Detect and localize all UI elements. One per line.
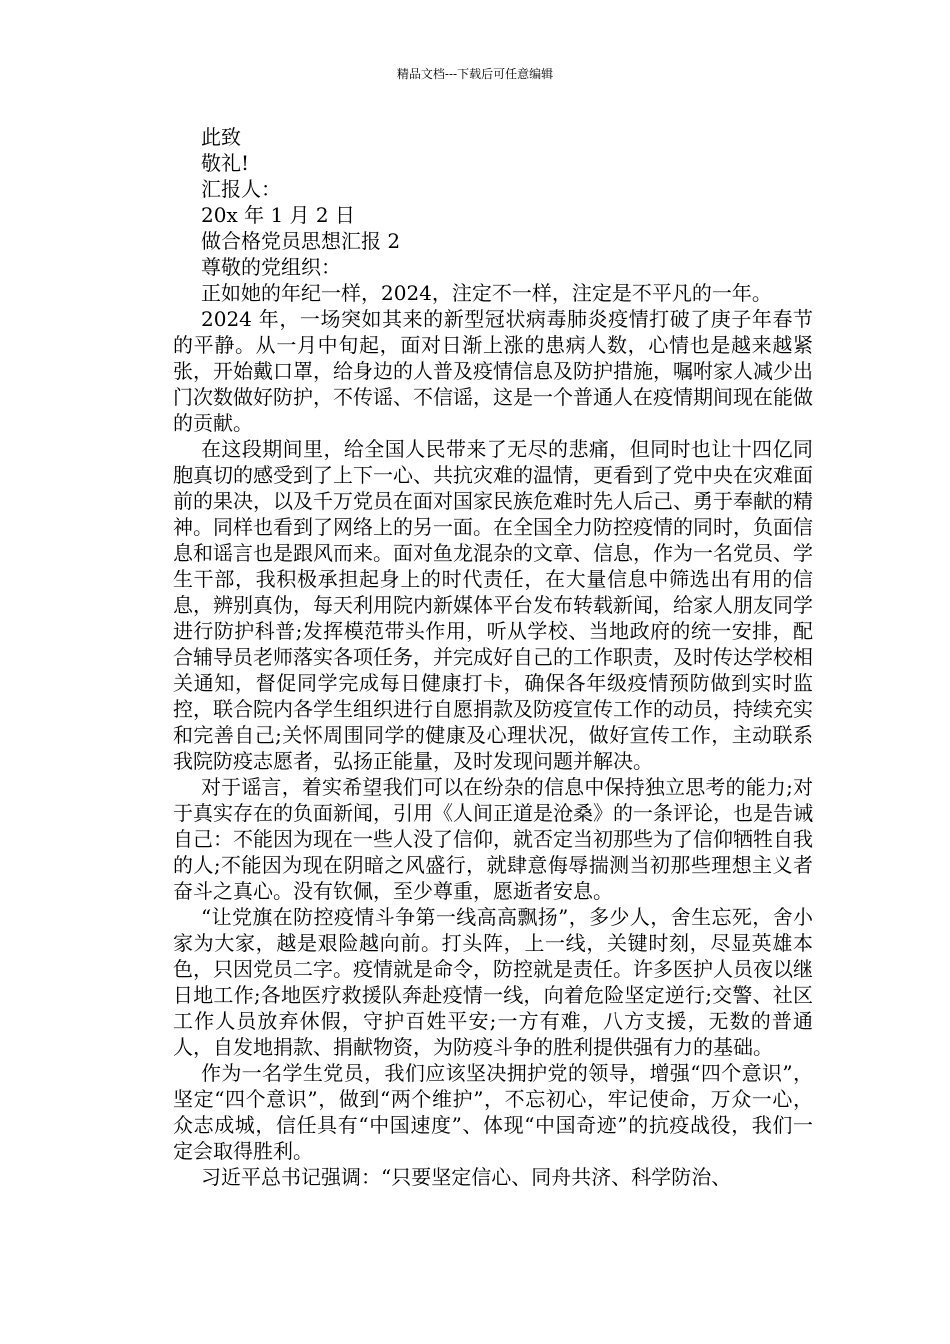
paragraph-5: “让党旗在防控疫情斗争第一线高高飘扬”，多少人，舍生忘死，舍小家为大家，越是艰险越向前。打头阵，上一线，关键时刻，尽显英雄本色，只因党员二字。疫情就是命令，防控就是责任。许多医护人员夜以继日地工作;各地医疗救援队奔赴疫情一线，向着危险坚定逆行;交警、社区工作人员放弃休假，守护百姓平安;一方有难，八方支援，无数的普通人，自发地捐款、捐献物资，为防疫斗争的胜利提供强有力的基础。 [173, 905, 813, 1059]
report-greeting: 尊敬的党组织： [201, 255, 341, 279]
paragraph-4: 对于谣言，着实希望我们可以在纷杂的信息中保持独立思考的能力;对于真实存在的负面新闻，引用《人间正道是沧桑》的一条评论，也是告诫自己：不能因为现在一些人没了信仰，就否定当初那些为了信仰牺牲自我的人;不能因为现在阴暗之风盛行，就肆意侮辱揣测当初那些理想主义者奋斗之真心。没有钦佩，至少尊重，愿逝者安息。 [173, 775, 813, 903]
report-date: 20x 年 1 月 2 日 [201, 203, 355, 227]
paragraph-6: 作为一名学生党员，我们应该坚决拥护党的领导，增强“四个意识”，坚定“四个意识”，做到“两个维护”，不忘初心，牢记使命，万众一心，众志成城，信任具有“中国速度”、体现“中国奇迹”的抗疫战役，我们一定会取得胜利。 [173, 1061, 813, 1163]
salutation-line-2: 敬礼! [201, 151, 250, 175]
page-header: 精品文档---下载后可任意编辑 [396, 67, 554, 81]
paragraph-3: 在这段期间里，给全国人民带来了无尽的悲痛，但同时也让十四亿同胞真切的感受到了上下一心、共抗灾难的温情，更看到了党中央在灾难面前的果决，以及千万党员在面对国家民族危难时先人后己、勇于奉献的精神。同样也看到了网络上的另一面。在全国全力防控疫情的同时，负面信息和谣言也是跟风而来。面对鱼龙混杂的文章、信息，作为一名党员、学生干部，我积极承担起身上的时代责任，在大量信息中筛选出有用的信息，辨别真伪，每天利用院内新媒体平台发布转载新闻，给家人朋友同学进行防护科普;发挥模范带头作用，听从学校、当地政府的统一安排，配合辅导员老师落实各项任务，并完成好自己的工作职责，及时传达学校相关通知，督促同学完成每日健康打卡，确保各年级疫情预防做到实时监控，联合院内各学生组织进行自愿捐款及防疫宣传工作的动员，持续充实和完善自己;关怀周围同学的健康及心理状况，做好宣传工作，主动联系我院防疫志愿者，弘扬正能量，及时发现问题并解决。 [173, 437, 813, 773]
paragraph-7: 习近平总书记强调：“只要坚定信心、同舟共济、科学防治、 [201, 1165, 732, 1189]
reporter-label: 汇报人： [201, 177, 281, 201]
document-body [173, 124, 813, 1190]
paragraph-2: 2024 年，一场突如其来的新型冠状病毒肺炎疫情打破了庚子年春节的平静。从一月中旬起，面对日渐上涨的患病人数，心情也是越来越紧张，开始戴口罩，给身边的人普及疫情信息及防护措施，嘱咐家人减少出门次数做好防护，不传谣、不信谣，这是一个普通人在疫情期间现在能做的贡献。 [173, 307, 813, 435]
report-title: 做合格党员思想汇报 2 [201, 229, 401, 253]
paragraph-1: 正如她的年纪一样，2024，注定不一样，注定是不平凡的一年。 [201, 281, 772, 305]
salutation-line-1: 此致 [201, 125, 241, 149]
